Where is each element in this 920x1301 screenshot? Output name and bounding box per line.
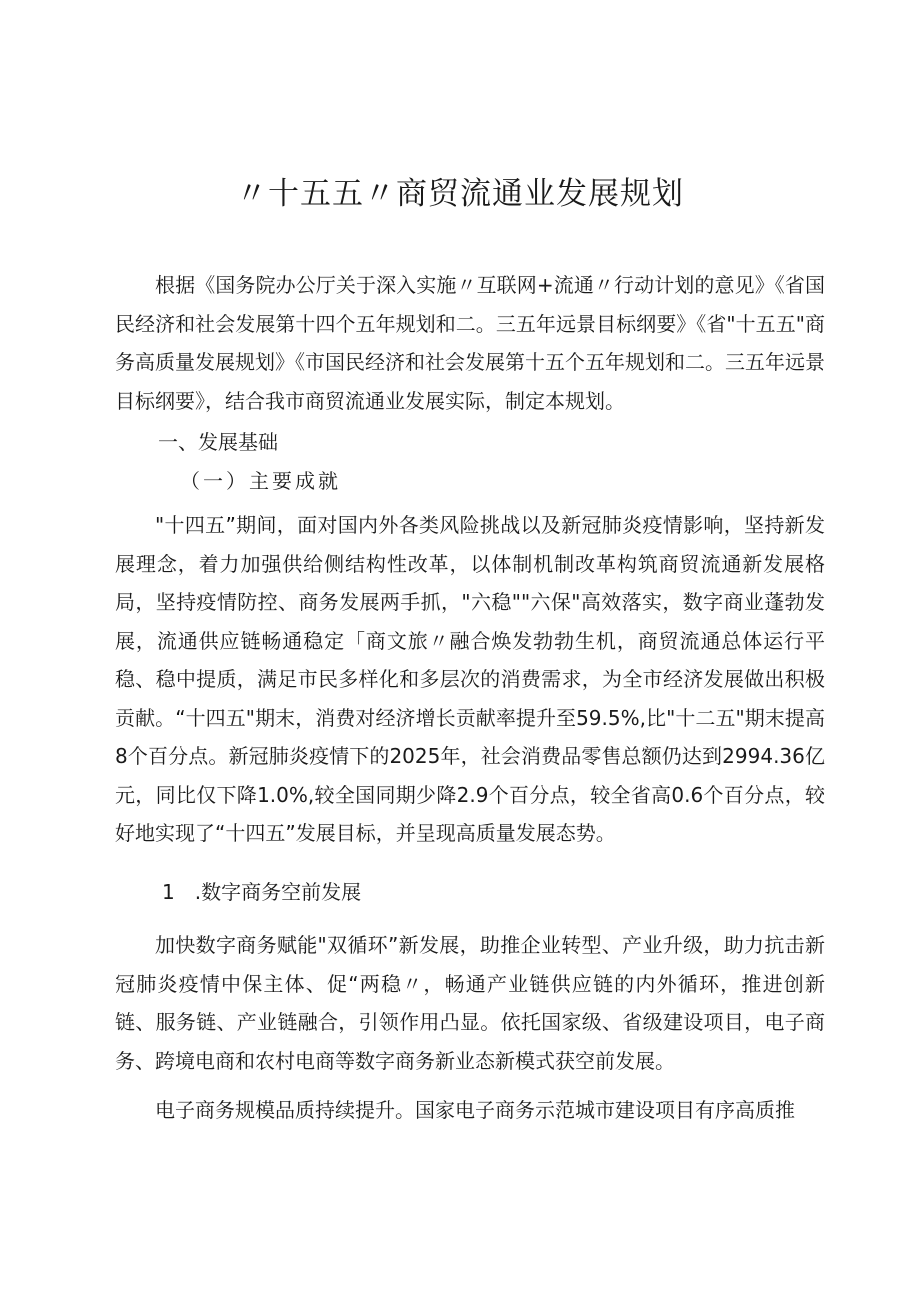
document-title: 〃十五五〃商贸流通业发展规划 [236, 176, 684, 212]
intro-paragraph: 根据《国务院办公厅关于深入实施〃互联网+流通〃行动计划的意见》《省国民经济和社会发展第十四个五年规划和二。三五年远景目标纲要》《省"十五五"商务高质量发展规划》《市国民经济和社会发展第十五个五年规划和二。三五年远景目标纲要》，结合我市商贸流通业发展实际，制定本规划。 [115, 273, 825, 413]
section-heading-development-basis: 一、发展基础 [158, 430, 278, 454]
subsection-heading-main-achievements: （一）主要成就 [180, 469, 341, 493]
achievements-paragraph: "十四五”期间，面对国内外各类风险挑战以及新冠肺炎疫情影响，坚持新发展理念，着力加强供给侧结构性改革，以体制机制改革构筑商贸流通新发展格局，坚持疫情防控、商务发展两手抓，"六稳""六保"高效落实，数字商业蓬勃发展，流通供应链畅通稳定「商文旅〃融合焕发勃勃生机，商贸流通总体运行平稳、稳中提质，满足市民多样化和多层次的消费需求，为全市经济发展做出积极贡献。“十四五"期末，消费对经济增长贡献率提升至59.5%,比"十二五"期末提高8个百分点。新冠肺炎疫情下的2025年，社会消费品零售总额仍达到2994.36亿元，同比仅下降1.0%,较全国同期少降2.9个百分点，较全省高0.6个百分点，较好地实现了“十四五”发展目标，并呈现高质量发展态势。 [115, 513, 825, 845]
ecommerce-paragraph: 电子商务规模品质持续提升。国家电子商务示范城市建设项目有序高质推 [155, 1098, 795, 1122]
item-heading-digital-commerce: 1 .数字商务空前发展 [162, 880, 362, 904]
digital-commerce-paragraph: 加快数字商务赋能"双循环”新发展，助推企业转型、产业升级，助力抗击新冠肺炎疫情中保主体、促“两稳〃，畅通产业链供应链的内外循环，推进创新链、服务链、产业链融合，引领作用凸显。依托国家级、省级建设项目，电子商务、跨境电商和农村电商等数字商务新业态新模式获空前发展。 [115, 933, 825, 1073]
